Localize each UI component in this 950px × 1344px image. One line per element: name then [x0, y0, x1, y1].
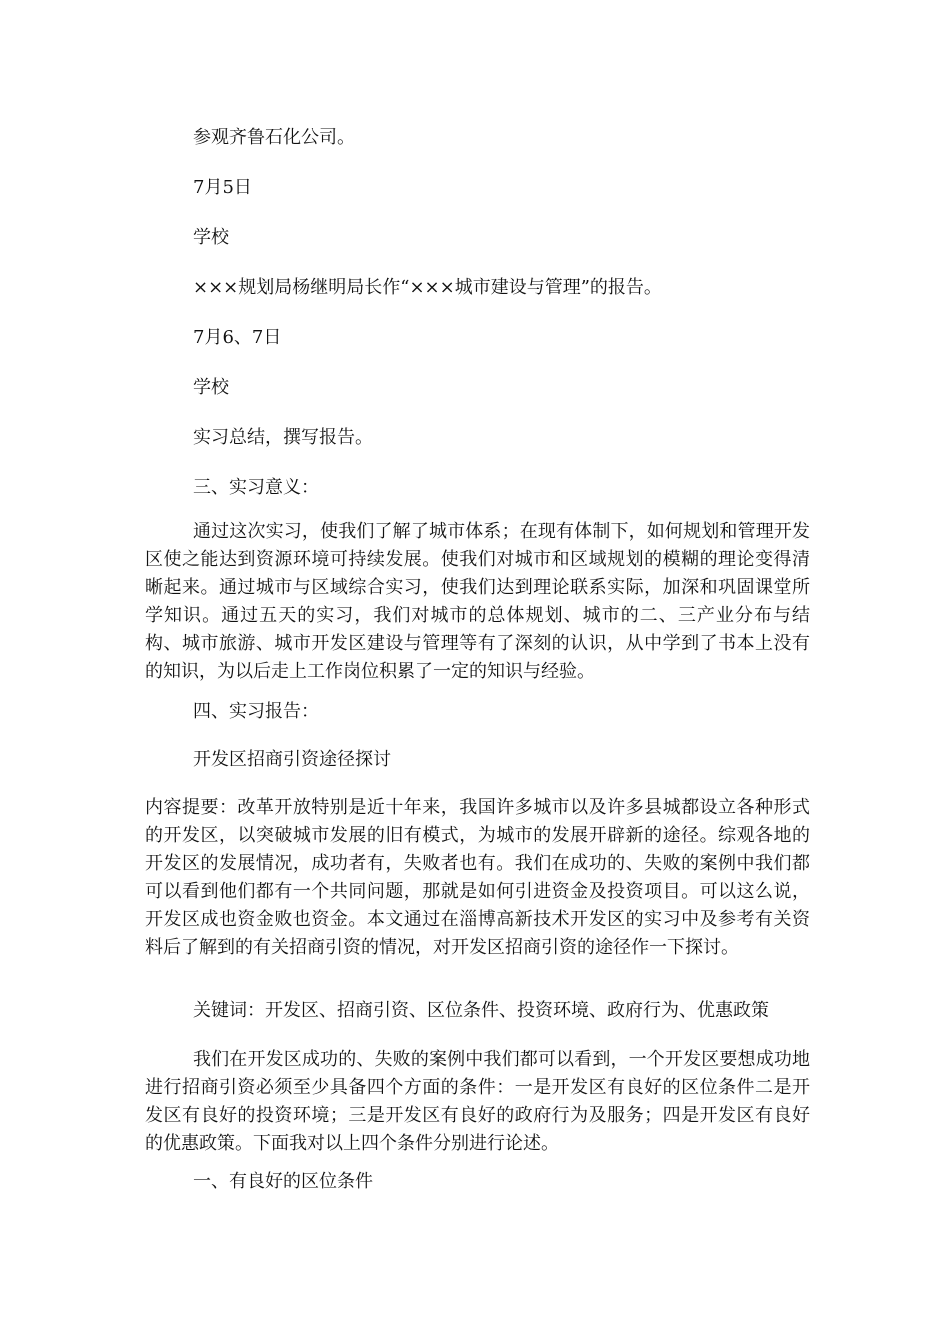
- section-heading-report: 四、实习报告：: [193, 701, 319, 722]
- abstract-paragraph: 内容提要：改革开放特别是近十年来，我国许多城市以及许多县城都设立各种形式的开发区，以突破城市发展的旧有模式，为城市的发展开辟新的途径。综观各地的开发区的发展情况，成功者有，失败者也有。我们在成功的、失败的案例中我们都可以看到他们都有一个共同问题，那就是如何引进资金及投资项目。可以这么说，开发区成也资金败也资金。本文通过在淄博高新技术开发区的实习中及参考有关资料后了解到的有关招商引资的情况，对开发区招商引资的途径作一下探讨。: [145, 797, 810, 958]
- section-heading-significance: 三、实习意义：: [193, 477, 319, 498]
- schedule-location-school-2: 学校: [193, 377, 229, 398]
- keywords-line: 关键词：开发区、招商引资、区位条件、投资环境、政府行为、优惠政策: [193, 1000, 769, 1021]
- schedule-line-visit: 参观齐鲁石化公司。: [193, 127, 355, 148]
- section-heading-location: 一、有良好的区位条件: [193, 1171, 373, 1192]
- schedule-line-summary: 实习总结，撰写报告。: [193, 427, 373, 448]
- paragraph-significance: 通过这次实习，使我们了解了城市体系；在现有体制下，如何规划和管理开发区使之能达到资源环境可持续发展。使我们对城市和区域规划的模糊的理论变得清晰起来。通过城市与区域综合实习，使我们达到理论联系实际，加深和巩固课堂所学知识。通过五天的实习，我们对城市的总体规划、城市的二、三产业分布与结构、城市旅游、城市开发区建设与管理等有了深刻的认识，从中学到了书本上没有的知识，为以后走上工作岗位积累了一定的知识与经验。: [145, 521, 810, 682]
- schedule-line-lecture: ×××规划局杨继明局长作“×××城市建设与管理”的报告。: [193, 277, 662, 298]
- schedule-date-july-5: 7月5日: [193, 177, 252, 198]
- schedule-location-school-1: 学校: [193, 227, 229, 248]
- intro-paragraph: 我们在开发区成功的、失败的案例中我们都可以看到，一个开发区要想成功地进行招商引资必须至少具备四个方面的条件：一是开发区有良好的区位条件二是开发区有良好的投资环境；三是开发区有良好的政府行为及服务；四是开发区有良好的优惠政策。下面我对以上四个条件分别进行论述。: [145, 1049, 810, 1154]
- schedule-date-july-6-7: 7月6、7日: [193, 327, 282, 348]
- report-title: 开发区招商引资途径探讨: [193, 749, 391, 770]
